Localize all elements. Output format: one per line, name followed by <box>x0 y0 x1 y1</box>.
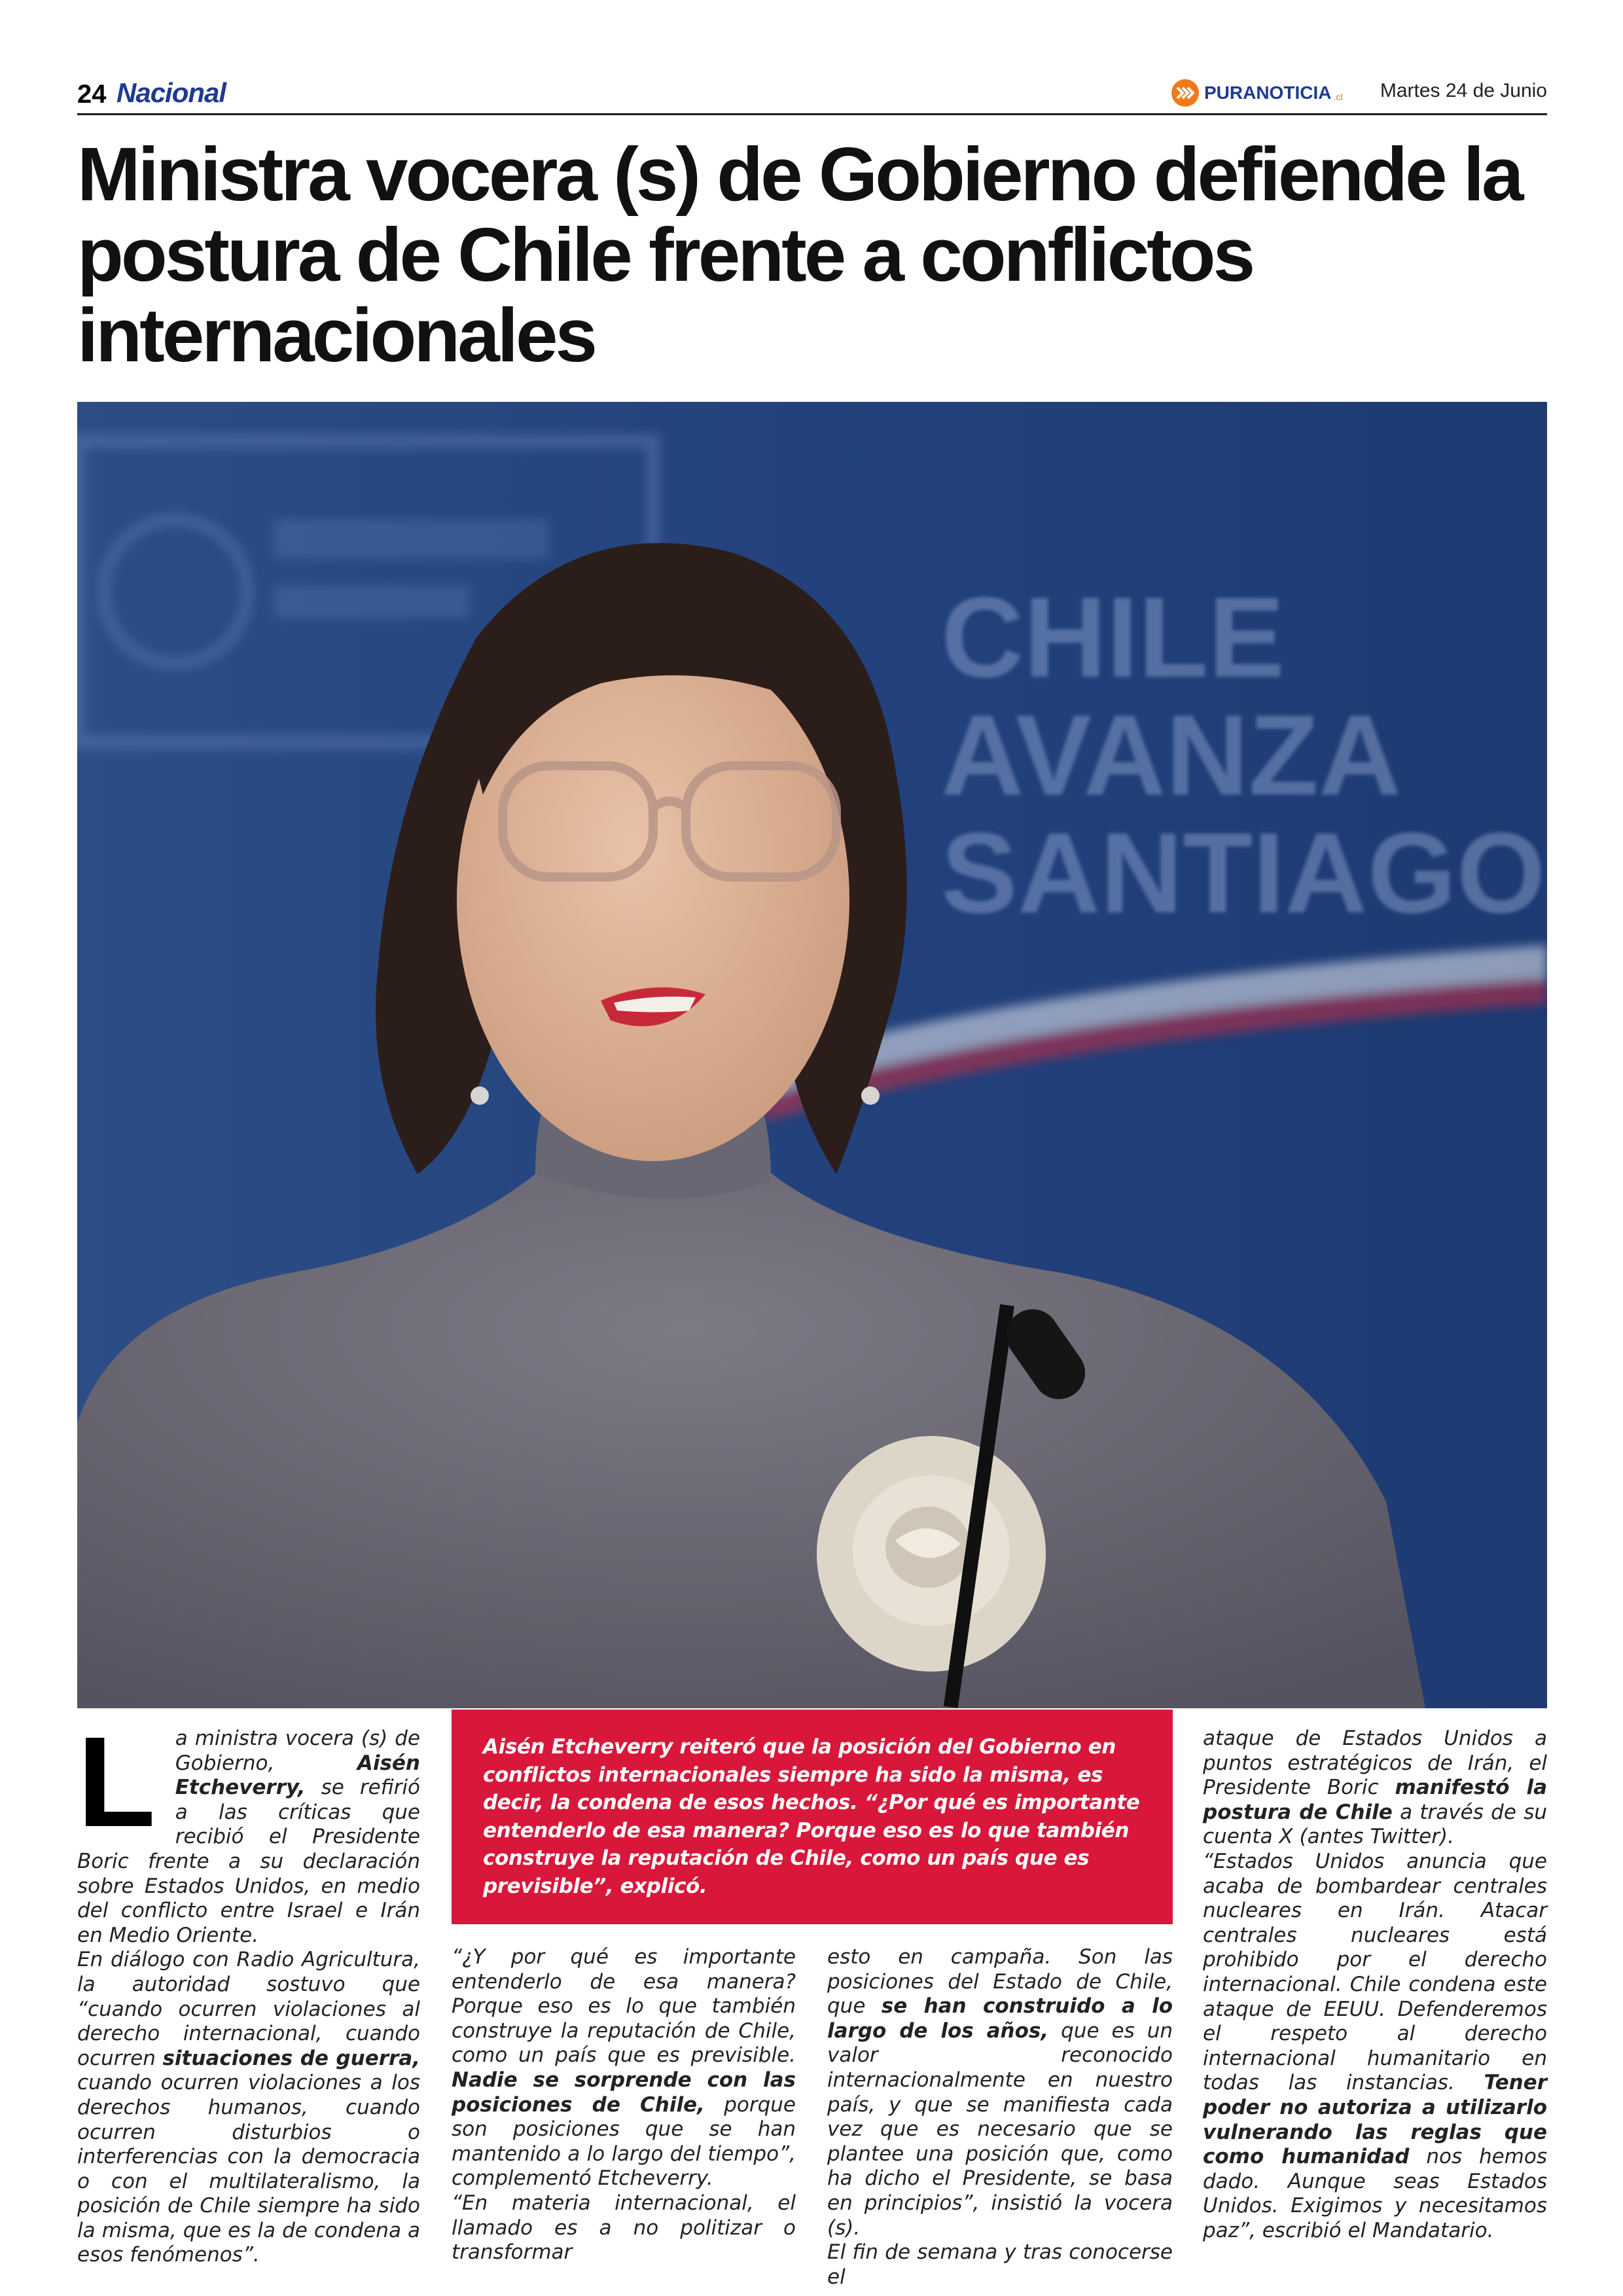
paragraph <box>1203 1850 1547 2244</box>
article-column-3 <box>827 1945 1173 2289</box>
brand-tld: .cl <box>1333 92 1343 102</box>
paragraph: “En materia internacional, el llamado es a no politizar o transformar <box>452 2191 796 2265</box>
article-headline: Ministra vocera (s) de Gobierno defiende la postura de Chile frente a conflictos internacionales <box>77 132 1522 378</box>
chevrons-icon <box>1171 79 1199 107</box>
highlight-text: situaciones de guerra, <box>162 2046 420 2070</box>
backdrop-text-1: CHILE <box>941 574 1285 702</box>
text-run: ataque de Estados Unidos a puntos estratégicos de Irán, el Presidente Boric <box>1203 1727 1547 1800</box>
issue-date: Martes 24 de Junio <box>1380 80 1547 101</box>
page-number: 24 <box>77 80 107 109</box>
brand-name: PURANOTICIA <box>1204 82 1332 103</box>
text-run: que es un valor reconocido internacionalmente en nuestro país, y que se manifiesta cada vez que es necesario que se plantee una posición que, como ha dicho el Presidente, se basa en principios”, insistió la vocera (s). <box>827 2018 1173 2240</box>
text-run: En diálogo con Radio Agricultura, la autoridad sostuvo que “cuando ocurren violaciones al derecho internacional, cuando ocurren <box>77 1948 420 2070</box>
paragraph <box>77 1710 420 1948</box>
paragraph <box>77 1948 420 2268</box>
drop-cap: L <box>77 1710 156 1854</box>
section-name: Nacional <box>116 77 226 108</box>
paragraph: El fin de semana y tras conocerse el <box>827 2240 1173 2289</box>
backdrop-text-3: SANTIAGO <box>941 810 1546 937</box>
article-column-1 <box>77 1710 420 2268</box>
article-column-2 <box>452 1945 796 2265</box>
text-run: porque son posiciones que se han mantenido a lo largo del tiempo”, complementó Etcheverry. <box>452 2092 796 2191</box>
text-run: cuando ocurren violaciones a los derechos humanos, cuando ocurren disturbios o interferencias con la democracia o con el multilateralismo, la posición de Chile siempre ha sido la misma, que es la de condena a esos fenómenos”. <box>77 2071 420 2267</box>
highlight-text: Tener poder no autoriza a utilizarlo vulnerando las reglas que como humanidad <box>1203 2071 1547 2169</box>
header-divider <box>77 113 1547 115</box>
pull-quote <box>452 1710 1173 1924</box>
paragraph <box>1203 1727 1547 1850</box>
brand-logo <box>1171 79 1342 107</box>
text-run: esto en campaña. Son las posiciones del Estado de Chile, que <box>827 1945 1173 2018</box>
article-photo <box>77 402 1547 1708</box>
highlight-text: Nadie se sorprende con las posiciones de Chile, <box>452 2068 796 2117</box>
paragraph <box>452 1945 796 2191</box>
text-run: a ministra vocera (s) de Gobierno, <box>175 1727 420 1775</box>
text-run: se refirió a las críticas que recibió el Presidente Boric frente a su declaración sobre Estados Unidos, en medio del conflicto entre Israel e Irán en Medio Oriente. <box>77 1776 420 1947</box>
text-run: nos hemos dado. Aunque seas Estados Unidos. Exigimos y necesitamos paz”, escribió el Mandatario. <box>1203 2145 1548 2242</box>
highlight-text: manifestó la postura de Chile <box>1203 1776 1547 1824</box>
highlight-name: Aisén Etcheverry, <box>175 1751 420 1800</box>
rose-brooch <box>817 1436 1046 1672</box>
article-column-4 <box>1203 1727 1547 2243</box>
paragraph <box>827 1945 1173 2240</box>
text-run: a través de su cuenta X (antes Twitter). <box>1203 1800 1547 1849</box>
page-header <box>77 77 1547 115</box>
pull-quote-text: Aisén Etcheverry reiteró que la posición del Gobierno en conflictos internacionales siempre ha sido la misma, es decir, la condena de esos hechos. “¿Por qué es importante entenderlo de esa manera? Porque eso es lo que también construye la reputación de Chile, como un país que es previsible”, explicó. <box>483 1735 1140 1898</box>
highlight-text: se han construido a lo largo de los años, <box>827 1994 1173 2043</box>
text-run: “¿Y por qué es importante entenderlo de esa manera? Porque eso es lo que también construye la reputación de Chile, como un país que es previsible. <box>452 1945 796 2068</box>
backdrop-text-2: AVANZA <box>941 692 1402 819</box>
text-run: “Estados Unidos anuncia que acaba de bombardear centrales nucleares en Irán. Atacar centrales nucleares está prohibido por el derecho internacional. Chile condena este ataque de EEUU. Defenderemos el respeto al derecho internacional humanitario en todas las instancias. <box>1203 1849 1547 2095</box>
